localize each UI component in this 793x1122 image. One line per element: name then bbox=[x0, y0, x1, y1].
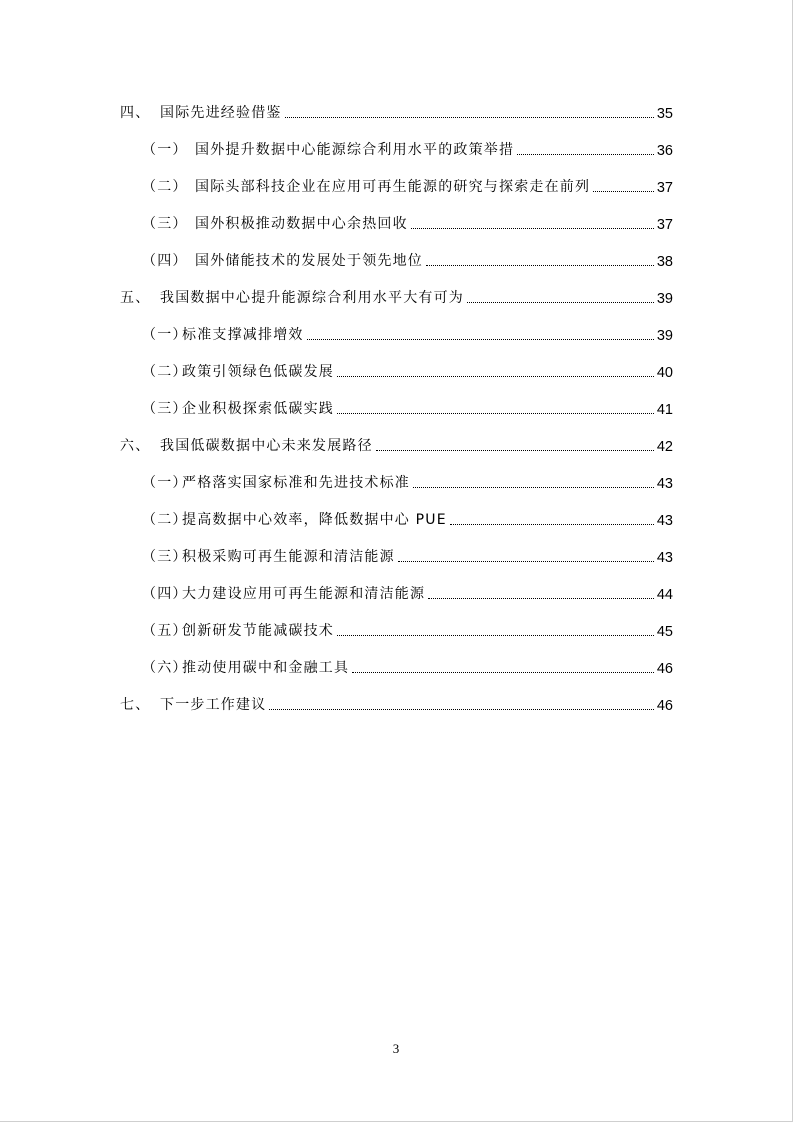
toc-entry-title: 国际先进经验借鉴 bbox=[160, 105, 282, 121]
toc-entry-page: 45 bbox=[656, 624, 673, 640]
toc-entry[interactable] bbox=[142, 507, 673, 529]
toc-entry-number: （四） bbox=[142, 586, 188, 602]
toc-entry-number: （一） bbox=[142, 475, 188, 491]
toc-entry[interactable] bbox=[142, 359, 673, 381]
toc-entry-page: 35 bbox=[656, 106, 673, 122]
toc-entry-number: （一） bbox=[142, 142, 188, 158]
toc-entry-number: （二） bbox=[142, 512, 188, 528]
toc-entry-title: 国外储能技术的发展处于领先地位 bbox=[195, 253, 423, 269]
toc-entry[interactable] bbox=[142, 137, 673, 159]
toc-entry[interactable] bbox=[142, 322, 673, 344]
toc-entry-title: 下一步工作建议 bbox=[160, 697, 267, 713]
toc-entry-title: 企业积极探索低碳实践 bbox=[182, 401, 334, 417]
toc-entry-page: 39 bbox=[656, 291, 673, 307]
toc-entry[interactable] bbox=[120, 285, 673, 307]
toc-dot-leader bbox=[337, 412, 654, 414]
toc-entry[interactable] bbox=[142, 211, 673, 233]
toc-entry-title: 严格落实国家标准和先进技术标准 bbox=[182, 475, 410, 491]
toc-entry-page: 36 bbox=[656, 143, 673, 159]
page-number: 3 bbox=[392, 1041, 400, 1056]
toc-entry-number: （三） bbox=[142, 549, 188, 565]
toc-entry-number: 五、 bbox=[120, 290, 151, 306]
toc-entry-title: 积极采购可再生能源和清洁能源 bbox=[182, 549, 395, 565]
toc-dot-leader bbox=[450, 523, 654, 525]
toc-entry-number: 七、 bbox=[120, 697, 151, 713]
toc-entry[interactable] bbox=[142, 248, 673, 270]
toc-dot-leader bbox=[593, 190, 654, 192]
toc-entry-title: 推动使用碳中和金融工具 bbox=[182, 660, 350, 676]
toc-entry-title: 政策引领绿色低碳发展 bbox=[182, 364, 334, 380]
toc-entry-page: 37 bbox=[656, 180, 673, 196]
toc-entry-page: 43 bbox=[656, 550, 673, 566]
toc-entry-page: 39 bbox=[656, 328, 673, 344]
toc-entry[interactable] bbox=[142, 470, 673, 492]
toc-entry-number: 四、 bbox=[120, 105, 151, 121]
toc-entry-number: （二） bbox=[142, 364, 188, 380]
toc-entry[interactable] bbox=[142, 544, 673, 566]
toc-dot-leader bbox=[352, 671, 654, 673]
toc-entry[interactable] bbox=[142, 396, 673, 418]
toc-dot-leader bbox=[337, 375, 654, 377]
toc-dot-leader bbox=[411, 227, 654, 229]
toc-dot-leader bbox=[398, 560, 654, 562]
toc-dot-leader bbox=[285, 116, 654, 118]
toc-dot-leader bbox=[269, 708, 653, 710]
toc-entry[interactable] bbox=[120, 692, 673, 714]
toc-entry-page: 42 bbox=[656, 439, 673, 455]
toc-entry[interactable] bbox=[142, 655, 673, 677]
toc-entry-title: 国际头部科技企业在应用可再生能源的研究与探索走在前列 bbox=[195, 179, 591, 195]
toc-entry[interactable] bbox=[120, 100, 673, 122]
toc-dot-leader bbox=[467, 301, 654, 303]
toc-dot-leader bbox=[413, 486, 654, 488]
toc-entry-title: 国外提升数据中心能源综合利用水平的政策举措 bbox=[195, 142, 515, 158]
toc-dot-leader bbox=[426, 264, 654, 266]
toc-dot-leader bbox=[428, 597, 654, 599]
toc-entry-page: 43 bbox=[656, 476, 673, 492]
toc-dot-leader bbox=[307, 338, 654, 340]
toc-dot-leader bbox=[517, 153, 654, 155]
toc-entry[interactable] bbox=[142, 174, 673, 196]
toc-entry-title: 我国数据中心提升能源综合利用水平大有可为 bbox=[160, 290, 464, 306]
toc-entry[interactable] bbox=[142, 581, 673, 603]
toc-entry-number: 六、 bbox=[120, 438, 151, 454]
toc-entry-page: 44 bbox=[656, 587, 673, 603]
toc-entry-page: 46 bbox=[656, 661, 673, 677]
toc-entry-title: 大力建设应用可再生能源和清洁能源 bbox=[182, 586, 426, 602]
toc-entry-page: 43 bbox=[656, 513, 673, 529]
toc-entry-number: （三） bbox=[142, 216, 188, 232]
toc-entry-title: 创新研发节能减碳技术 bbox=[182, 623, 334, 639]
toc-entry-number: （二） bbox=[142, 179, 188, 195]
toc-entry-title: 我国低碳数据中心未来发展路径 bbox=[160, 438, 373, 454]
toc-entry-number: （一） bbox=[142, 327, 188, 343]
toc-entry-number: （五） bbox=[142, 623, 188, 639]
toc-entry-title: 标准支撑减排增效 bbox=[182, 327, 304, 343]
toc-entry[interactable] bbox=[142, 618, 673, 640]
toc-entry-page: 37 bbox=[656, 217, 673, 233]
toc-dot-leader bbox=[376, 449, 654, 451]
toc-entry-page: 38 bbox=[656, 254, 673, 270]
toc-entry-page: 46 bbox=[656, 698, 673, 714]
toc-entry-page: 41 bbox=[656, 402, 673, 418]
toc-entry[interactable] bbox=[120, 433, 673, 455]
toc-entry-page: 40 bbox=[656, 365, 673, 381]
toc-entry-title: 国外积极推动数据中心余热回收 bbox=[195, 216, 408, 232]
toc-dot-leader bbox=[337, 634, 654, 636]
toc-entry-title: 提高数据中心效率，降低数据中心 PUE bbox=[182, 512, 447, 528]
toc-entry-number: （六） bbox=[142, 660, 188, 676]
toc-entry-number: （四） bbox=[142, 253, 188, 269]
toc-entry-number: （三） bbox=[142, 401, 188, 417]
